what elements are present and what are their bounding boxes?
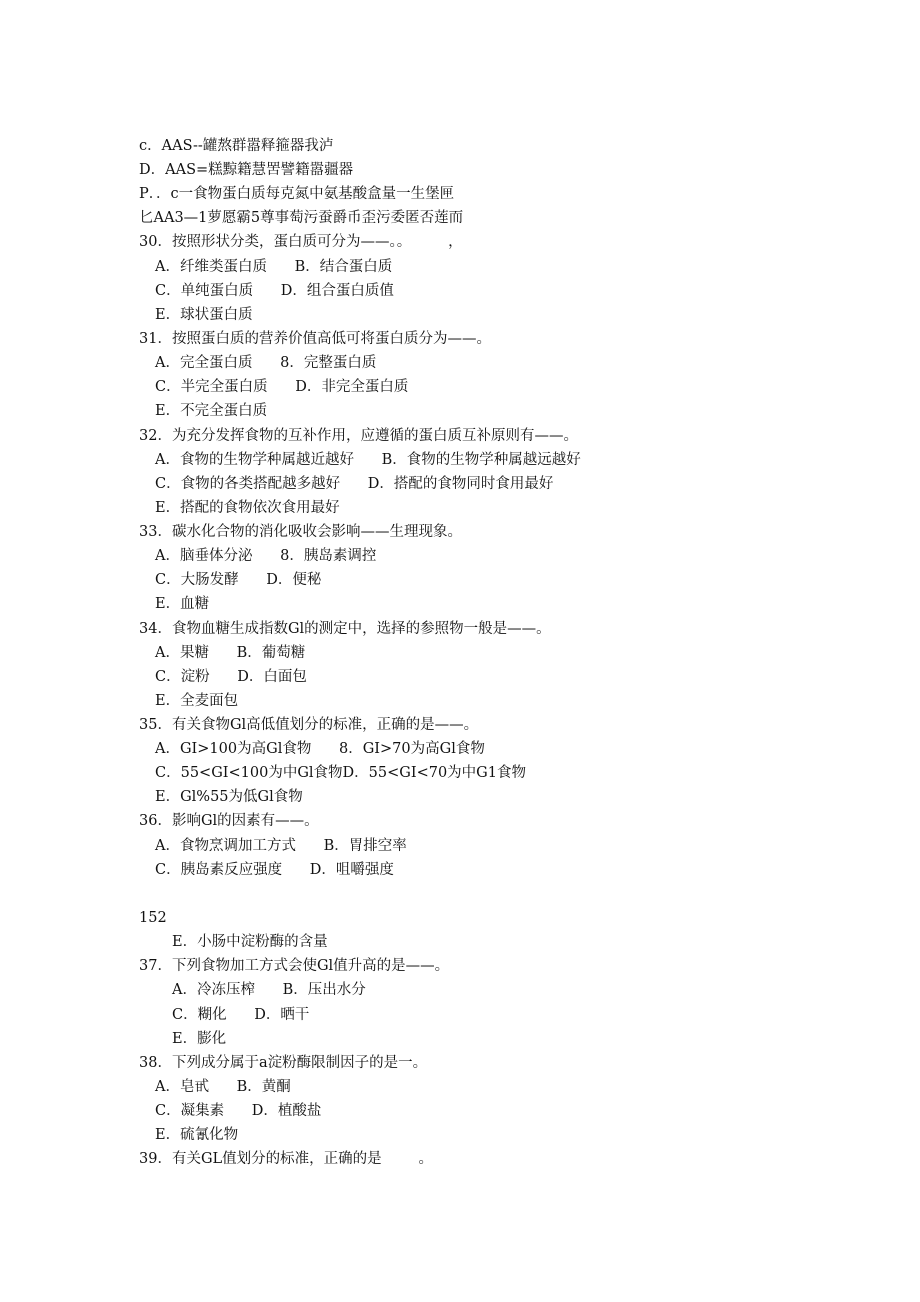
question-34: 34．食物血糖生成指数Gl的测定中，选择的参照物一般是——。: [139, 621, 551, 637]
option-line: E．搭配的食物依次食用最好: [155, 500, 340, 516]
option-line: A．完全蛋白质 8．完整蛋白质: [155, 355, 377, 371]
question-30: 30．按照形状分类，蛋白质可分为——。。 ，: [139, 234, 463, 250]
option-line: C．单纯蛋白质 D．组合蛋白质值: [155, 283, 394, 299]
text-line: D．AAS=糕黥籍慧罟譬籍嚣疆器: [139, 162, 354, 178]
option-line: C．大肠发酵 D．便秘: [155, 572, 322, 588]
question-33: 33．碳水化合物的消化吸收会影响——生理现象。: [139, 524, 462, 540]
option-line: C．胰岛素反应强度 D．咀嚼强度: [155, 862, 394, 878]
question-31: 31．按照蛋白质的营养价值高低可将蛋白质分为——。: [139, 331, 491, 347]
text-line: P．．c一食物蛋白质每克氮中氨基酸盒量一生堡匣: [139, 186, 455, 202]
option-line: E．Gl%55为低Gl食物: [155, 789, 303, 805]
question-39: 39．有关GL值划分的标准，正确的是 。: [139, 1151, 434, 1167]
option-line: A．纤维类蛋白质 B．结合蛋白质: [155, 259, 393, 275]
question-32: 32．为充分发挥食物的互补作用，应遵循的蛋白质互补原则有——。: [139, 428, 578, 444]
option-line: E．不完全蛋白质: [155, 403, 268, 419]
option-line: E．球状蛋白质: [155, 307, 253, 323]
question-36: 36．影响Gl的因素有——。: [139, 813, 319, 829]
option-line: E．全麦面包: [155, 693, 239, 709]
option-line: C．半完全蛋白质 D．非完全蛋白质: [155, 379, 409, 395]
option-line: C．淀粉 D．白面包: [155, 669, 307, 685]
option-line: C．凝集素 D．植酸盐: [155, 1103, 322, 1119]
question-37: 37．下列食物加工方式会使Gl值升高的是——。: [139, 958, 450, 974]
text-line: c．AAS--罐熬群嚣释箍器我泸: [139, 138, 334, 154]
option-line: A．食物的生物学种属越近越好 B．食物的生物学种属越远越好: [155, 452, 581, 468]
option-line: C．糊化 D．晒干: [172, 1007, 310, 1023]
option-line: A．果糖 B．葡萄糖: [155, 645, 306, 661]
option-line: A．冷冻压榨 B．压出水分: [172, 982, 366, 998]
option-line: A．皂甙 B．黄酮: [155, 1079, 291, 1095]
option-line: C．55<GI<100为中Gl食物D．55<GI<70为中G1食物: [155, 765, 526, 781]
question-38: 38．下列成分属于a淀粉酶限制因子的是一。: [139, 1055, 428, 1071]
option-line: A．GI>100为高Gl食物 8．GI>70为高Gl食物: [155, 741, 485, 757]
question-35: 35．有关食物Gl高低值划分的标准，正确的是——。: [139, 717, 479, 733]
option-line: E．膨化: [172, 1031, 227, 1047]
option-line: E．小肠中淀粉酶的含量: [172, 934, 328, 950]
option-line: E．血糖: [155, 596, 210, 612]
option-line: A．食物烹调加工方式 B．胃排空率: [155, 838, 407, 854]
option-line: C．食物的各类搭配越多越好 D．搭配的食物同时食用最好: [155, 476, 554, 492]
option-line: A．脑垂体分泌 8．胰岛素调控: [155, 548, 377, 564]
text-line: 匕AA3—1萝愿霸5尊事萄污蚕爵币歪污委匿否莲而: [139, 210, 464, 226]
page-number: 152: [139, 910, 167, 926]
option-line: E．硫氰化物: [155, 1127, 239, 1143]
